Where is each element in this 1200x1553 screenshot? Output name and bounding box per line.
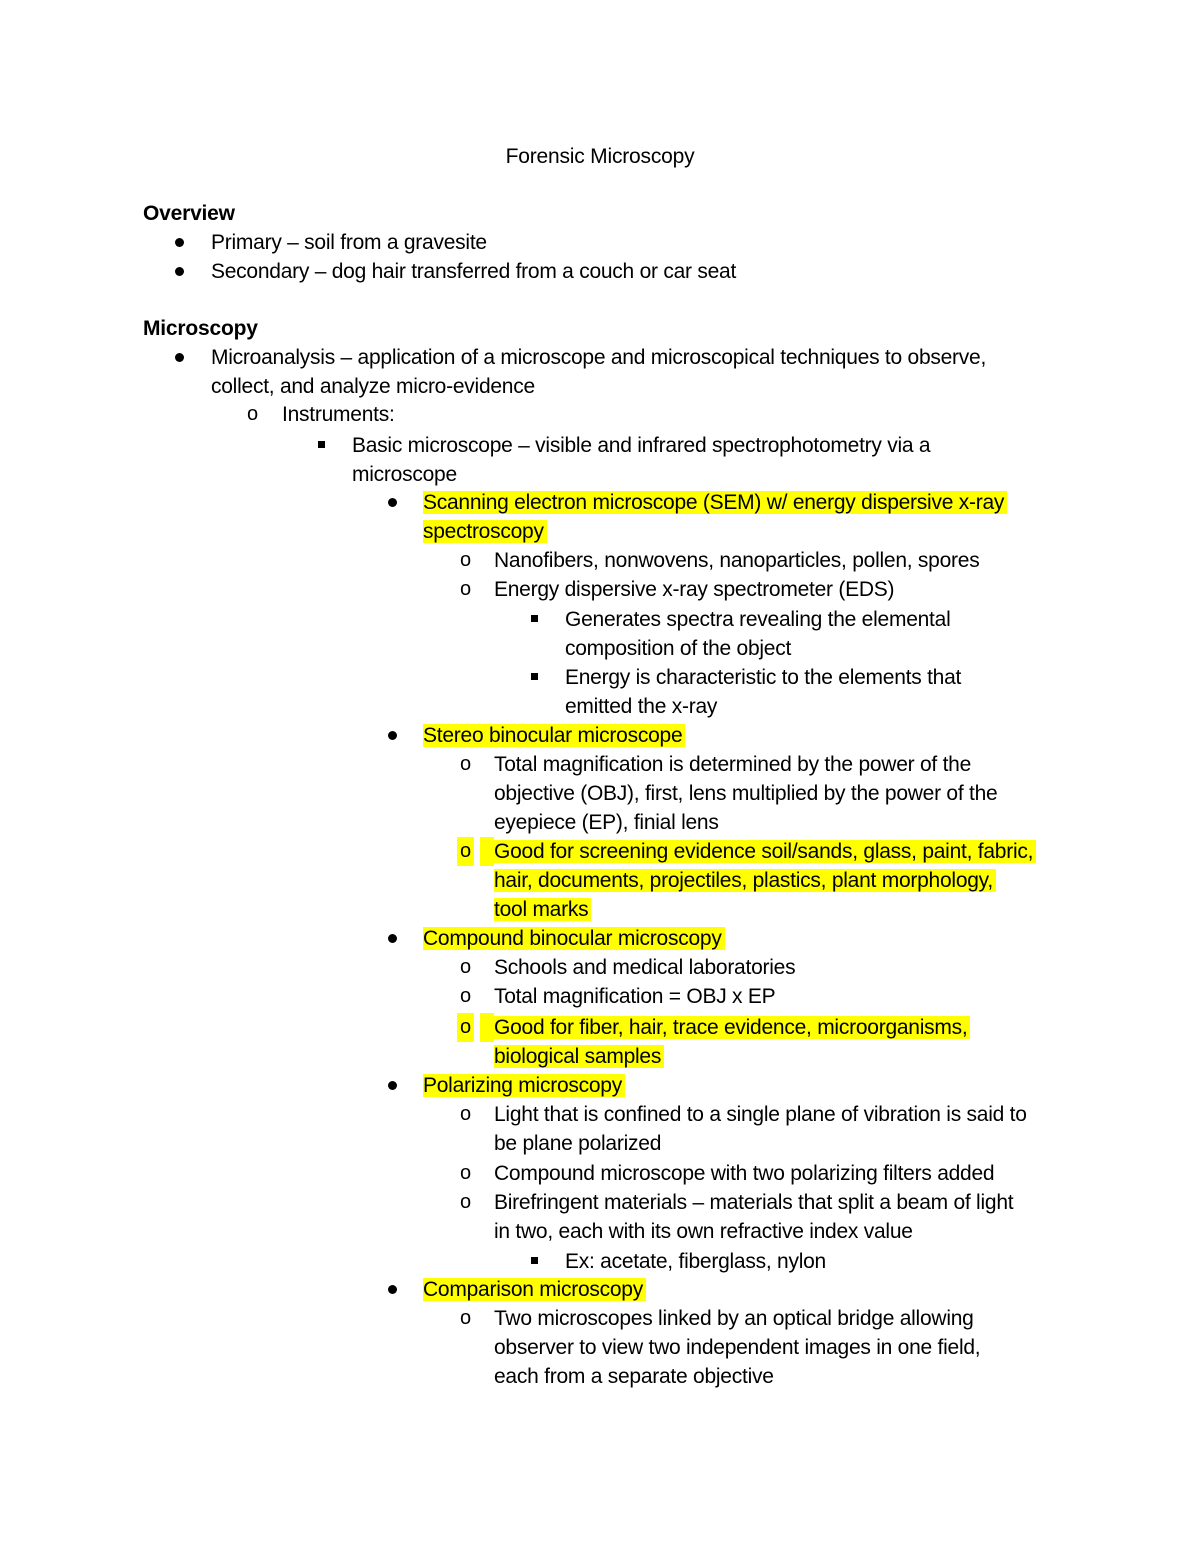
circle-bullet-icon: o: [460, 549, 472, 571]
polarizing-sub2: Compound microscope with two polarizing filters added: [494, 1162, 995, 1185]
compound-sub3-highlight-1: Good for fiber, hair, trace evidence, microorganisms,: [494, 1016, 970, 1039]
comparison-label: [423, 1275, 646, 1304]
circle-bullet-icon: o: [460, 956, 472, 978]
highlight-gap: [480, 1013, 494, 1042]
microanalysis-line2: collect, and analyze micro-evidence: [211, 375, 535, 398]
circle-bullet-icon: o: [460, 1307, 472, 1329]
basic-microscope-line1: Basic microscope – visible and infrared spectrophotometry via a: [352, 434, 931, 457]
bullet-icon: [388, 731, 397, 740]
circle-bullet-icon: o: [460, 753, 472, 775]
circle-bullet-icon: o: [460, 1191, 472, 1213]
compound-sub1: Schools and medical laboratories: [494, 956, 796, 979]
circle-bullet-icon: o: [460, 985, 472, 1007]
sem-sub2a-line1: Generates spectra revealing the elemental: [565, 608, 951, 631]
polarizing-highlight: Polarizing microscopy: [423, 1074, 625, 1097]
basic-microscope-line2: microscope: [352, 463, 457, 486]
square-bullet-icon: [531, 1257, 538, 1264]
polarizing-label: [423, 1071, 625, 1100]
stereo-sub2-highlight-1: Good for screening evidence soil/sands, glass, paint, fabric,: [494, 840, 1036, 863]
sem-highlight-1: Scanning electron microscope (SEM) w/ energy dispersive x-ray: [423, 491, 1007, 514]
square-bullet-icon: [318, 441, 325, 448]
circle-bullet-icon: o: [460, 1162, 472, 1184]
compound-sub2: Total magnification = OBJ x EP: [494, 985, 776, 1008]
instruments-label: Instruments:: [282, 403, 395, 426]
microscopy-heading: Microscopy: [143, 317, 258, 340]
stereo-label: [423, 721, 685, 750]
compound-sub3-line2: [494, 1042, 664, 1071]
sem-highlight-2: spectroscopy: [423, 520, 547, 543]
bullet-icon: [388, 498, 397, 507]
sem-sub2: Energy dispersive x-ray spectrometer (EDS): [494, 578, 895, 601]
sem-sub1: Nanofibers, nonwovens, nanoparticles, pollen, spores: [494, 549, 980, 572]
circle-bullet-icon: o: [460, 578, 472, 600]
sem-sub2b-line1: Energy is characteristic to the elements that: [565, 666, 962, 689]
sem-line1: [423, 488, 1007, 517]
stereo-highlight: Stereo binocular microscope: [423, 724, 685, 747]
overview-item-secondary: Secondary – dog hair transferred from a couch or car seat: [211, 260, 737, 283]
circle-bullet-icon: o: [247, 403, 259, 425]
circle-bullet-icon: o: [460, 1103, 472, 1125]
page-title: Forensic Microscopy: [505, 145, 695, 168]
compound-sub3-highlight-2: biological samples: [494, 1045, 664, 1068]
bullet-icon: [388, 934, 397, 943]
bullet-icon: [388, 1285, 397, 1294]
microanalysis-line1: Microanalysis – application of a microscope and microscopical techniques to observe,: [211, 346, 987, 369]
stereo-sub1-line2: objective (OBJ), first, lens multiplied by the power of the: [494, 782, 998, 805]
comparison-sub1-line1: Two microscopes linked by an optical bridge allowing: [494, 1307, 974, 1330]
stereo-sub2-line1: [494, 837, 1036, 866]
comparison-highlight: Comparison microscopy: [423, 1278, 646, 1301]
polarizing-sub3-line1: Birefringent materials – materials that split a beam of light: [494, 1191, 1014, 1214]
polarizing-sub3a: Ex: acetate, fiberglass, nylon: [565, 1250, 826, 1273]
compound-highlight: Compound binocular microscopy: [423, 927, 725, 950]
stereo-sub1-line3: eyepiece (EP), finial lens: [494, 811, 719, 834]
polarizing-sub1-line2: be plane polarized: [494, 1132, 662, 1155]
compound-sub3-line1: [494, 1013, 970, 1042]
stereo-sub1-line1: Total magnification is determined by the power of the: [494, 753, 972, 776]
comparison-sub1-line2: observer to view two independent images in one field,: [494, 1336, 981, 1359]
bullet-icon: [175, 267, 184, 276]
square-bullet-icon: [531, 615, 538, 622]
circle-bullet-icon: o: [457, 1013, 474, 1042]
bullet-icon: [175, 238, 184, 247]
compound-label: [423, 924, 725, 953]
comparison-sub1-line3: each from a separate objective: [494, 1365, 774, 1388]
sem-line2: [423, 517, 547, 546]
circle-bullet-icon: o: [457, 837, 474, 866]
polarizing-sub1-line1: Light that is confined to a single plane of vibration is said to: [494, 1103, 1027, 1126]
overview-item-primary: Primary – soil from a gravesite: [211, 231, 487, 254]
highlight-gap: [480, 837, 494, 866]
bullet-icon: [388, 1081, 397, 1090]
stereo-sub2-line2: [494, 866, 996, 895]
sem-sub2b-line2: emitted the x-ray: [565, 695, 718, 718]
stereo-sub2-highlight-2: hair, documents, projectiles, plastics, plant morphology,: [494, 869, 996, 892]
stereo-sub2-line3: [494, 895, 591, 924]
overview-heading: Overview: [143, 202, 235, 225]
stereo-sub2-highlight-3: tool marks: [494, 898, 591, 921]
sem-sub2a-line2: composition of the object: [565, 637, 792, 660]
square-bullet-icon: [531, 673, 538, 680]
polarizing-sub3-line2: in two, each with its own refractive index value: [494, 1220, 913, 1243]
bullet-icon: [175, 353, 184, 362]
